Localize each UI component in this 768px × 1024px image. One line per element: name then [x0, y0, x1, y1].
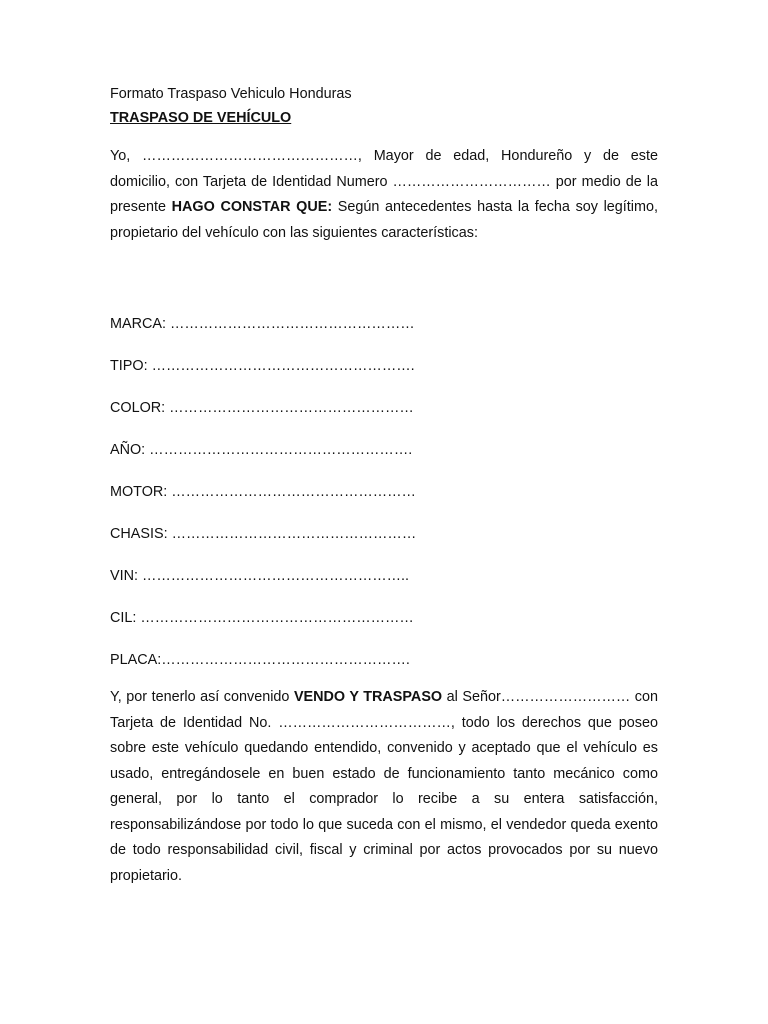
field-vin: VIN: ……………………………………………….. — [110, 568, 410, 584]
field-placa: PLACA:……………………………………………. — [110, 652, 410, 668]
field-motor: MOTOR: …………………………………………… — [110, 484, 416, 500]
closing-paragraph — [110, 685, 658, 889]
field-chasis: CHASIS: …………………………………………… — [110, 526, 417, 542]
intro-paragraph — [110, 144, 658, 246]
field-ano: AÑO: ………………………………………………. — [110, 442, 413, 458]
closing-text-start: Y, por tenerlo así convenido — [110, 689, 294, 705]
field-tipo: TIPO: ………………………………………………. — [110, 358, 415, 374]
vehicle-fields-list — [110, 303, 658, 681]
field-color: COLOR: …………………………………………… — [110, 400, 414, 416]
document-header: Formato Traspaso Vehiculo Honduras — [110, 86, 352, 102]
intro-emphasis: HAGO CONSTAR QUE: — [171, 199, 333, 215]
closing-emphasis: VENDO Y TRASPASO — [293, 689, 443, 705]
intro-text-end: Según antecedentes hasta la fecha soy legítimo, propietario del vehículo con las siguientes características: — [110, 199, 658, 241]
document-title: TRASPASO DE VEHÍCULO — [110, 110, 292, 126]
intro-text-start: Yo, ………………………………………, Mayor de edad, Hondureño y de este domicilio, con Tarjeta de Identidad Numero …………………………… por medio de la presente — [110, 148, 658, 215]
field-marca: MARCA: …………………………………………… — [110, 316, 415, 332]
closing-text-end: al Señor……………………… con Tarjeta de Identidad No. ………………………………, todo los derechos que poseo sobre este vehículo quedando entendido, convenido y aceptado que el vehículo es usado, entregándosele en buen estado de funcionamiento tanto mecánico como general, por lo tanto el comprador lo recibe a su entera satisfacción, responsabilizándose por todo lo que suceda con el mismo, el vendedor queda exento de todo responsabilidad civil, fiscal y criminal por actos provocados por su nuevo propietario. — [110, 689, 658, 884]
document-page — [110, 84, 658, 889]
field-cil: CIL: ………………………………………………… — [110, 610, 414, 626]
